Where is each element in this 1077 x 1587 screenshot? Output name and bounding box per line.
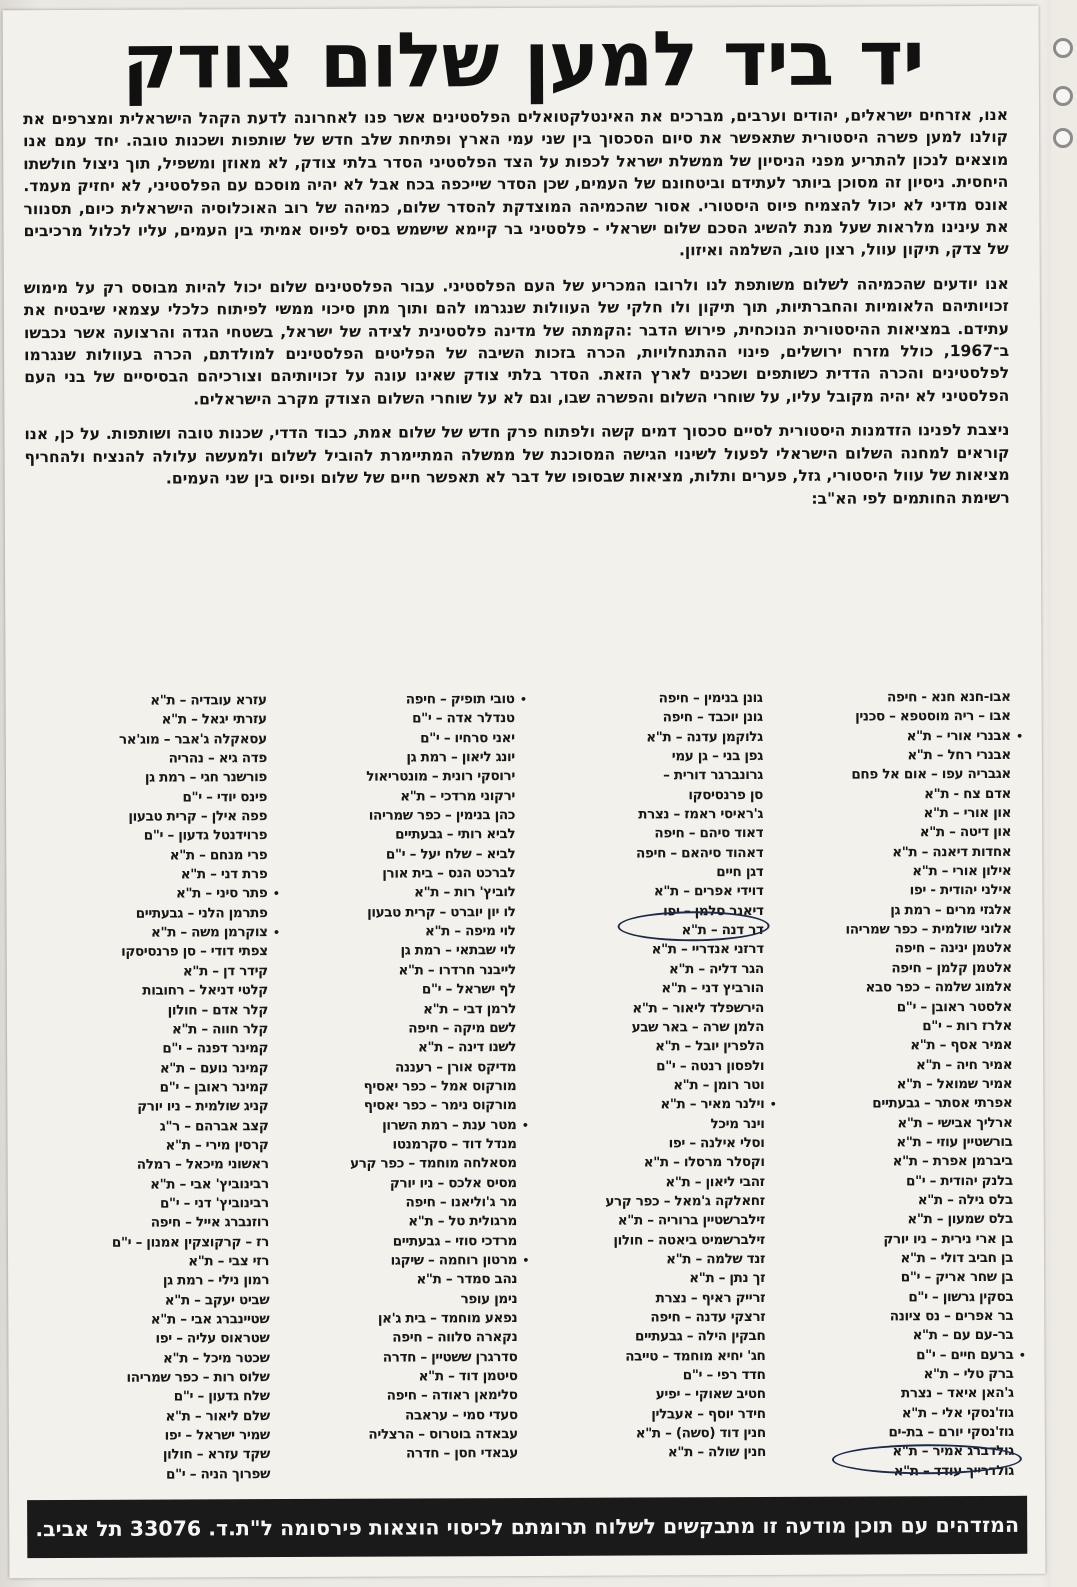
signatory-entry: פתרמן הלני – גבעתיים	[135, 904, 268, 922]
signatory-entry: דיאנר סלמן – יפו	[663, 902, 764, 920]
signatory-entry: שמיר ישראל – יפו	[164, 1427, 270, 1444]
signatory-entry: דאהוד סיהאם – חיפה	[635, 844, 764, 862]
signatory-entry: אחדות דיאנה – ת"א	[892, 843, 1012, 861]
signatory-entry: פורשנר חגי – רמת גן	[144, 769, 267, 787]
signatory-entry: אלמוג שלמה – כפר סבא	[865, 979, 1012, 996]
signatory-entry: גוז'נסקי אלי – ת"א	[901, 1404, 1014, 1422]
signatory-entry: בר-עם עם – ת"א	[912, 1327, 1014, 1344]
signatory-entry: רזי צבי – ת"א	[188, 1253, 270, 1270]
signatory-entry: דרזני אנדריי – ת"א	[651, 941, 764, 958]
signatory-entry: נימן עופר	[460, 1290, 518, 1307]
signatories-column-4	[27, 691, 280, 1485]
signatory-entry: סעדי סמי – עראבה	[404, 1406, 518, 1424]
signatory-entry: יאני סרחיו – י"ם	[420, 729, 515, 747]
signatory-entry: גונן בנימין – חיפה	[658, 689, 763, 707]
signatory-entry: קמינר ראובן – י"ם	[159, 1078, 269, 1096]
signatory-entry: אבנרי אורי – ת"א •	[906, 727, 1023, 745]
signatory-entry: בר אפרים – נס ציונה	[889, 1307, 1014, 1325]
signatory-entry: סיטמן דוד – ת"א	[418, 1368, 518, 1385]
signatory-entry: דאוד סיהם – חיפה	[654, 825, 764, 842]
signatory-entry: טנדלר אדה – י"ם	[412, 710, 515, 727]
signatory-entry: וינר מיכל	[710, 1115, 765, 1132]
signatory-entry: וטר רומן – ת"א	[673, 1076, 765, 1094]
signatory-entry: הירשפלד ליאור – ת"א	[632, 999, 764, 1017]
signatory-entry: יונג ליאון – רמת גן	[406, 749, 515, 766]
newspaper-clipping	[3, 6, 1046, 1579]
bullet-icon: •	[272, 887, 280, 901]
signatory-entry: אלרז רות – י"ם	[922, 1017, 1013, 1035]
signatory-entry: מדיקס אורן – רעננה	[394, 1058, 517, 1076]
signatory-entry: ביברמן אפרת – ת"א	[892, 1153, 1013, 1170]
signatory-entry: עבאדי חסן – חדרה	[405, 1445, 518, 1462]
signatory-entry: קלר חווה – ת"א	[171, 1020, 269, 1038]
statement-paragraph-3: ניצבת לפנינו הזדמנות היסטורית לסיים סכסוך דמים קשה ולפתוח פרק חדש של שלום אמת, כבוד הדדי, שכנות טובה ושותפות. על כן, אנו קוראים למחנה השלום הישראלי לפעול לשינוי הגישה המסוכנת של ממשלה המתיימרת להוביל לשלום ולמעשה עלולה להנציח ולהחריף מציאות של עוול היסטורי, גזל, פערים ותלות, מציאות שבסופו של דבר לא תאפשר חיים של שלום ופיוס בין שני העמים.	[24, 421, 1010, 488]
bullet-icon: •	[1018, 1348, 1026, 1362]
signatory-entry: גפן בני – גן עמי	[671, 747, 763, 765]
signatory-entry: דר דנה – ת"א	[681, 922, 764, 939]
signatory-entry: אפרתי אסתר – גבעתיים	[872, 1095, 1013, 1112]
signatory-entry: קלטי דניאל – רחובות	[142, 982, 268, 999]
signatories-column-1	[771, 688, 1026, 1482]
signatory-entry: צוקרמן משה – ת"א •	[150, 924, 280, 941]
signatory-entry: בורשטיין עוזי – ת"א	[896, 1133, 1013, 1151]
signatory-entry: בן חביב דולי – ת"א	[900, 1249, 1014, 1267]
signatory-entry: גרונברגר דורית –	[663, 767, 763, 784]
signatory-entry: קניג שולמית – ניו יורק	[137, 1098, 269, 1115]
signatory-entry: צפתי דודי – סן פרנסיסקו	[121, 943, 268, 961]
signatory-entry: חג' יחיא מוחמד – טייבה	[625, 1347, 766, 1365]
signatory-entry: כהן בנימין – כפר שמריהו	[368, 807, 516, 824]
signatory-entry: אלוני שולמית – כפר שמריהו	[845, 920, 1012, 938]
signatory-entry: אבו – ריה מוסטפא – סכנין	[855, 708, 1011, 725]
signatory-entry: הורביץ דני – ת"א	[661, 980, 764, 997]
statement-text	[23, 104, 1010, 633]
signatory-entry: זרצקי עדנה – חיפה	[650, 1308, 766, 1326]
footer-banner: המזדהים עם תוכן מודעה זו מתבקשים לשלוח תרומתם לכיסוי הוצאות פירסומה ל"ת.ד. 33076 תל אביב.	[27, 1496, 1027, 1558]
signatory-entry: לשנו דינה – ת"א	[417, 1039, 517, 1056]
signatory-entry: אגבריה עפו – אום אל פחם	[851, 766, 1011, 783]
signatory-entry: ראשוני מיכאל – רמלה	[136, 1156, 269, 1173]
signatory-entry: קרסין מירי – ת"א	[165, 1137, 269, 1154]
signatory-entry: עסאקלה ג'אבר – מוג'אר	[118, 730, 267, 748]
signatory-entry: לוי שבתאי – רמת גן	[400, 942, 516, 960]
signatory-entry: אלטמן ינינה – חיפה	[894, 940, 1012, 957]
binder-ring-icon	[1053, 38, 1073, 58]
signatory-entry: שפרוך הניה – י"ם	[166, 1465, 271, 1483]
signatory-entry: אלסטר ראובן – י"ם	[896, 998, 1012, 1015]
signatory-entry: לביא – שלח יעל – י"ם	[385, 845, 516, 863]
signatory-entry: בלס שמעון – ת"א	[907, 1211, 1013, 1228]
statement-paragraph-1: אנו, אזרחים ישראלים, יהודים וערבים, מברכים את האינטלקטואלים הפלסטינים אשר פנו לאחרונה לדעת הקהל הישראלית ומצרפים את קולנו למען פשרה היסטורית שתאפשר את סיום הסכסוך בין שני עמי הארץ ופתיחת שלב חדש של שותפות ושכנות טובה. יחד עמם אנו מוצאים לנכון להתריע מפני הניסיון של ממשלת ישראל לכפות על הצד הפלסטיני הסדר בלתי צודק, לא מאוזן ומשפיל, תוך ניצול חולשתו היחסית. ניסיון זה מסוכן ביותר לעתידם וביטחונם של העמים, שכן הסדר שייכפה בכח אבל לא יהיה מוסכם עם הפלסטיני, לא יחזיק מעמד. אונס מדיני לא יכול להצמיח פיוס היסטורי. אסור שהכמיהה המוצדקת להסדר שלום, כמיהה של רוב האוכלוסיה הישראלית כיום, תסנוור את עינינו מלראות שעל מנת להשיג הסכם שלום ישראלי - פלסטיני בר קיימא שישמש בסיס לפיוס אמיתי בין העמים, עליו לכלול מרכיבים של צדק, תיקון עוול, רצון טוב, השלמה ואיזון.	[23, 105, 1009, 260]
signatory-entry: פתר סיני – ת"א •	[175, 885, 280, 902]
signatory-entry: זרייק ראיף – נצרת	[655, 1289, 766, 1307]
signatory-entry: גונן יוכבד – חיפה	[662, 709, 763, 726]
signatory-entry: ג'ראיסי ראמז – נצרת	[638, 806, 764, 823]
signatory-entry: בלס גילה – ת"א	[917, 1191, 1013, 1209]
signatory-entry: מרגולית טל – ת"א	[408, 1213, 517, 1230]
signatories-column-2	[523, 689, 777, 1464]
signatory-entry: ארליך אבישי – ת"א	[897, 1114, 1013, 1131]
signatory-entry: קלר אדם – חולון	[167, 1001, 268, 1019]
signatory-entry: און אורי – ת"א	[923, 804, 1012, 822]
signatory-entry: חדד רפי – י"ם	[682, 1366, 766, 1384]
signatory-entry: מרדכי סוזי – גבעתיים	[392, 1232, 517, 1250]
signatory-entry: זנד שלמה – ת"א	[666, 1250, 766, 1268]
signatory-entry: קידר דן – ת"א	[182, 962, 268, 980]
signatory-entry: מורקוס אמל – כפר יאסיף	[363, 1077, 517, 1095]
signatory-entry: וקסלר מרסלו – ת"א	[643, 1154, 765, 1171]
signatory-entry: חידר יוסף – אעבלין	[651, 1405, 766, 1423]
signatory-entry: פינס יודי – י"ם	[182, 788, 268, 806]
signatory-entry: לוביץ' רות – ת"א	[414, 884, 516, 901]
signatory-entry: לביא רותי – גבעתיים	[395, 826, 516, 843]
signatory-entry: רבינוביץ' דני – י"ם	[159, 1195, 269, 1212]
signatory-entry: מר ג'וליאנו – חיפה	[405, 1193, 517, 1211]
signatory-entry: מטר ענת – רמת השרון •	[382, 1116, 529, 1134]
signatory-entry: חנין דוד (סשה) – ת"א	[635, 1425, 766, 1442]
bullet-icon: •	[769, 1098, 777, 1112]
signatory-entry: רוזנברג אייל – חיפה	[150, 1214, 269, 1231]
signers-heading: רשימת החותמים לפי הא"ב:	[811, 488, 1010, 508]
signatory-entry: מסאלחה מוחמד – כפר קרע	[350, 1155, 517, 1173]
signatory-entry: אבנרי רחל – ת"א	[907, 746, 1011, 764]
signatory-entry: אמיר אסף – ת"א	[910, 1037, 1013, 1054]
signatory-entry: שלוס רות – כפר שמריהו	[126, 1369, 270, 1386]
signatory-entry: גולדברג אמיר – ת"א	[892, 1443, 1014, 1460]
signatory-entry: בן שחר אריק – י"ם	[900, 1269, 1014, 1286]
signatory-entry: אילון אורי – ת"א	[912, 862, 1012, 880]
signatory-entry: רבינוביץ' אבי – ת"א	[150, 1175, 269, 1193]
signatory-entry: ירקוני מרדכי – ת"א	[400, 787, 516, 805]
signatory-entry: מרטון רוחמה – שיקגו •	[390, 1252, 530, 1269]
signatories-list	[26, 688, 1024, 1492]
signatory-entry: סלימאן ראודה – חיפה	[386, 1387, 518, 1404]
signatory-entry: שביט יעקב – ת"א	[164, 1291, 270, 1309]
signatory-entry: פפה אילן – קרית טבעון	[128, 808, 268, 825]
signatory-entry: סן פרנסיסקו	[688, 786, 764, 804]
signatory-entry: וילנר מאיר – ת"א •	[660, 1096, 777, 1113]
signatory-entry: פרת דני – ת"א	[180, 866, 268, 883]
signatory-entry: ברק טלי – ת"א	[923, 1365, 1014, 1383]
signatory-entry: וסלי אילנה – יפו	[668, 1134, 765, 1152]
signatory-entry: גולדרייך עודד – ת"א	[893, 1462, 1015, 1480]
signatory-entry: אלגזי מרים – רמת גן	[890, 901, 1012, 919]
signatory-entry: זך נתן – ת"א	[689, 1270, 766, 1287]
signatory-entry: לייבנר חרדרו – ת"א	[398, 961, 516, 979]
signatory-entry: לשם מיקה – חיפה	[408, 1019, 517, 1037]
binder-ring-icon	[1053, 86, 1073, 106]
signatory-entry: און דיטה – ת"א	[919, 824, 1012, 841]
signatory-entry: עבאדה בוטרוס – הרצליה	[368, 1426, 518, 1443]
signatory-entry: הלפרין יובל – ת"א	[655, 1038, 765, 1055]
signatory-entry: אילני יהודית - יפו	[909, 882, 1012, 899]
signatory-entry: אדם צח - ת"א	[924, 785, 1012, 802]
signatory-entry: דגן חיים	[716, 864, 764, 881]
signatory-entry: שטיינברג אבי – ת"א	[150, 1311, 270, 1328]
signatory-entry: זילברשטיין ברוריה – ת"א	[617, 1212, 765, 1229]
signatory-entry: קמינר דפנה – י"ם	[162, 1040, 269, 1057]
signatory-entry: ולפסון רנטה – י"ם	[656, 1057, 765, 1074]
signatory-entry: פדה גיא – נהריה	[168, 750, 267, 767]
signatory-entry: שכטר מיכל – ת"א	[162, 1349, 270, 1367]
signatory-entry: אבו-חנא חנא - חיפה	[886, 688, 1011, 706]
signatory-entry: הגר דליה – ת"א	[668, 960, 764, 978]
signatory-entry: קמינר נועם – ת"א	[159, 1059, 269, 1077]
signatory-entry: לברכט הנס – בית אורן	[382, 865, 516, 882]
bullet-icon: •	[522, 1253, 530, 1267]
signatory-entry: ברעם חיים – י"ם •	[916, 1346, 1026, 1363]
bullet-icon: •	[521, 1118, 529, 1132]
signatory-entry: שלם ליאור – ת"א	[165, 1407, 270, 1425]
signatory-entry: מנדל דוד – סקרמנטו	[392, 1135, 517, 1153]
signatory-entry: שקד עזרא – חולון	[162, 1446, 270, 1463]
headline: יד ביד למען שלום צודק	[121, 13, 924, 106]
signatory-entry: נהב סמדר – ת"א	[416, 1271, 518, 1288]
signatory-entry: זילברשמיט ביאטה – חולון	[613, 1231, 765, 1249]
signatory-entry: ג'האן איאד – נצרת	[900, 1385, 1014, 1402]
signatory-entry: עזרתי יגאל – ת"א	[161, 711, 267, 728]
signatory-entry: דוידי אפרים – ת"א	[653, 883, 764, 900]
signatory-entry: פרוידנטל גדעון – י"ם	[143, 827, 268, 845]
signatory-entry: חבקין הילה – גבעתיים	[634, 1328, 766, 1345]
signatory-entry: רמון נילי – רמת גן	[162, 1272, 270, 1289]
signatory-entry: מסיס אלכס – ניו יורק	[389, 1174, 517, 1192]
signatory-entry: בסקין גרשון – י"ם	[908, 1288, 1014, 1305]
statement-paragraph-2: אנו יודעים שהכמיהה לשלום משותפת לנו ולרובו המכריע של העם הפלסטיני. עבור הפלסטינים שלום יכול להיות מבוסס רק על מימוש זכויותיהם הלאומיות והחברתיות, תוך תיקון ולו חלקי של העוולות שנגרמו להם ותוך מתן סיכוי ממשי לפיתוח כלכלי עצמאי שיבטיח את עתידם. במציאות ההיסטורית הנוכחית, פירוש הדבר :הקמתה של מדינה פלסטינית לצידה של ישראל, בשטחי הגדה והרצועה אשר נכבשו ב־1967, כולל מזרח ירושלים, פינוי ההתנחלויות, הכרה בזכות השיבה של הפליטים הפלסטינים למולדתם, הכרה בעוולות שנגרמו לפלסטינים והכרה הדדית כשותפים ושכנים לארץ הזאת. הסדר בלתי צודק שאינו עונה על זכויותיהם וצורכיהם הבסיסיים של בני העם הפלסטיני לא יהיה מקובל עליו, על שוחרי השלום והפשרה שבו, וגם לא על שוחרי השלום הצודק מקרב הישראלים.	[23, 274, 1010, 409]
signatory-entry: פרי מנחם – ת"א	[169, 846, 268, 864]
signatory-entry: שטראוס עליה – יפו	[155, 1330, 270, 1347]
signatory-entry: לרמן דבי – ת"א	[423, 1000, 516, 1017]
signatory-entry: טובי תופיק – חיפה •	[405, 691, 527, 708]
signatory-entry: לו יון יוברט – קרית טבעון	[367, 903, 516, 921]
signatories-column-3	[272, 690, 530, 1465]
signatory-entry: גוז'נסקי יורם – בת-ים	[888, 1423, 1014, 1441]
signatory-entry: אמיר חיה – ת"א	[915, 1056, 1013, 1073]
signatory-entry: קצב אברהם – ר"ג	[159, 1117, 269, 1135]
signatory-entry: עזרא עובדיה – ת"א	[150, 692, 267, 709]
signatory-entry: חנין שולה – ת"א	[667, 1444, 766, 1461]
signatory-entry: לף ישראל – י"ם	[421, 981, 516, 998]
signatory-entry: זחאלקה ג'מאל – כפר קרע	[605, 1192, 765, 1210]
signatory-entry: זהבי ליאון – ת"א	[665, 1173, 765, 1190]
signatory-entry: בן ארי נירית – ניו יורק	[883, 1230, 1013, 1248]
signatory-entry: חטיב שאוקי – יפיע	[655, 1386, 766, 1403]
signatory-entry: נפאע מוחמד – בית ג'אן	[377, 1310, 518, 1327]
signatory-entry: רז – קרקוצקין אמנון – י"ם	[111, 1233, 269, 1251]
signatory-entry: הלמן שרה – באר שבע	[631, 1018, 765, 1036]
bullet-icon: •	[1016, 729, 1023, 743]
binder-ring-icon	[1053, 128, 1073, 148]
signatory-entry: גלוקמן עדנה – ת"א	[646, 728, 763, 746]
signatory-entry: ירוסקי רונית – מונטריאול	[366, 768, 515, 786]
signatory-entry: לוי מיפה – ת"א	[424, 923, 516, 940]
signatory-entry: אלטמן קלמן – חיפה	[891, 959, 1012, 977]
signatory-entry: שלח גדעון – י"ם	[173, 1388, 270, 1405]
notebook-edge	[1051, 0, 1077, 1587]
signatory-entry: סדרגרן ששטיין – חדרה	[382, 1348, 518, 1366]
signatory-entry: מורקוס נימר – כפר יאסיף	[363, 1097, 517, 1114]
signatory-entry: אמיר שמואל – ת"א	[896, 1075, 1013, 1093]
signatory-entry: נקארה סלווה – חיפה	[392, 1329, 518, 1346]
signatory-entry: בלנק יהודית – י"ם	[905, 1172, 1013, 1189]
bullet-icon: •	[272, 926, 280, 940]
bullet-icon: •	[519, 692, 527, 707]
